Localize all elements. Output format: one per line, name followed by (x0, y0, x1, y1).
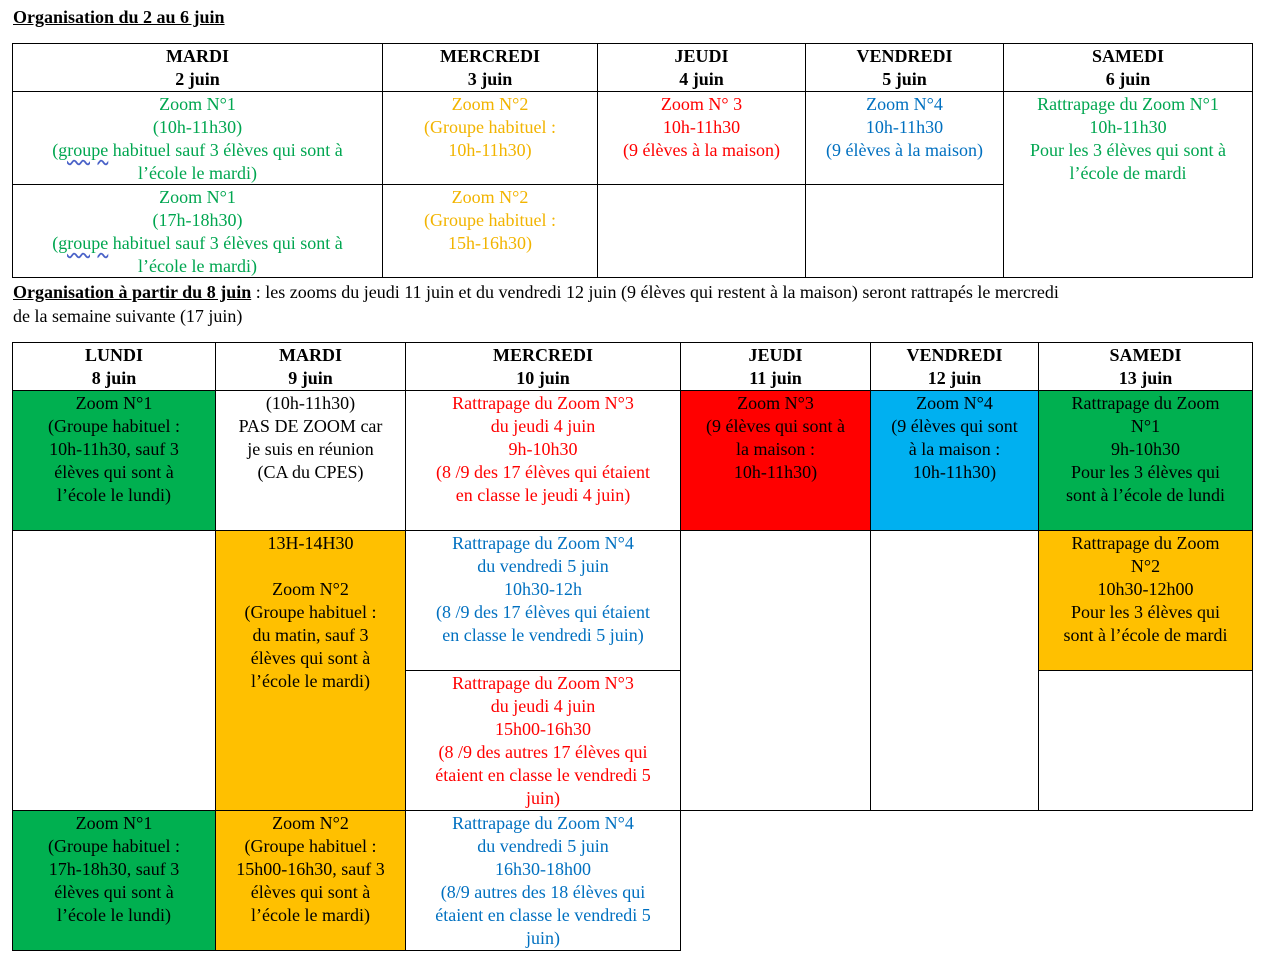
cell-line: (10h-11h30) (152, 117, 243, 137)
cell-mon8-zoom1-morning (12, 390, 216, 531)
header-date: 10 juin (516, 368, 570, 388)
cell-line: en classe le vendredi 5 juin) (442, 625, 644, 645)
cell-line: la maison : (736, 439, 815, 459)
cell-line: (Groupe habituel : (244, 602, 377, 622)
cell-line: (9 élèves à la maison) (826, 140, 983, 160)
cell-line: Zoom N° 3 (660, 94, 743, 114)
cell-line: l’école le mardi) (138, 256, 257, 276)
cell-line: du matin, sauf 3 (252, 625, 369, 645)
cell-line: l’école de mardi (1069, 163, 1187, 183)
cell-line: (8 /9 des 17 élèves qui étaient (436, 602, 650, 622)
spellcheck-word: groupe (58, 233, 109, 253)
cell-line: Rattrapage du Zoom (1071, 533, 1220, 553)
cell-wed3-zoom2-afternoon (382, 184, 598, 278)
cell-line: 10h30-12h (504, 579, 582, 599)
cell-wed3-zoom2-morning (382, 91, 598, 185)
cell-line: du jeudi 4 juin (490, 416, 596, 436)
header-day: SAMEDI (1091, 46, 1164, 66)
spellcheck-word: groupe (58, 140, 109, 160)
title-week2 (13, 281, 1059, 304)
cell-line: du vendredi 5 juin (477, 556, 609, 576)
cell-line: Pour les 3 élèves qui sont à (1030, 140, 1226, 160)
header-day: JEUDI (748, 345, 803, 365)
cell-fri12-zoom4 (870, 390, 1039, 531)
cell-line: 16h30-18h00 (495, 859, 591, 879)
cell-line: PAS DE ZOOM car (238, 416, 383, 436)
header-day: MERCREDI (439, 46, 540, 66)
cell-line: l’école le mardi) (251, 671, 370, 691)
cell-line: sont à l’école de mardi (1063, 625, 1228, 645)
cell-line: Zoom N°1 (159, 94, 236, 114)
cell-line: 13H-14H30 (267, 533, 354, 553)
cell-thu4-zoom3 (597, 91, 806, 185)
cell-line: Zoom N°4 (916, 393, 993, 413)
cell-line: élèves qui sont à (54, 462, 174, 482)
header-day: MERCREDI (492, 345, 593, 365)
cell-line: 10h-11h30) (448, 140, 532, 160)
cell-line: (Groupe habituel : (48, 836, 180, 856)
header-vendredi-12 (870, 342, 1039, 391)
cell-line: 10h-11h30) (733, 462, 818, 482)
cell-line: Rattrapage du Zoom (1071, 393, 1220, 413)
cell-line: Zoom N°3 (737, 393, 814, 413)
cell-line: juin) (526, 788, 560, 808)
cell-line: du jeudi 4 juin (490, 696, 596, 716)
header-date: 5 juin (882, 69, 927, 89)
header-vendredi-5 (805, 43, 1004, 92)
cell-line: Rattrapage du Zoom N°1 (1037, 94, 1219, 114)
header-day: MARDI (279, 345, 342, 365)
header-mardi-2 (12, 43, 383, 92)
cell-line: Zoom N°2 (451, 94, 529, 114)
cell-line: (8 /9 des 17 élèves qui étaient (436, 462, 650, 482)
cell-line: 15h00-16h30, sauf 3 (236, 859, 385, 879)
cell-line: 10h-11h30, sauf 3 (49, 439, 179, 459)
cell-line: du vendredi 5 juin (477, 836, 609, 856)
cell-line: Zoom N°2 (272, 813, 349, 833)
cell-line: (8 /9 des autres 17 élèves qui (438, 742, 648, 762)
header-date: 3 juin (467, 69, 513, 89)
header-samedi-13 (1038, 342, 1253, 391)
header-day: LUNDI (84, 345, 143, 365)
header-lundi-8 (12, 342, 216, 391)
header-jeudi-4 (597, 43, 806, 92)
cell-line: (17h-18h30) (152, 210, 243, 230)
cell-line: (groupe habituel sauf 3 élèves qui sont à (52, 233, 343, 253)
cell-thu11-zoom3 (680, 390, 871, 531)
title-week1: Organisation du 2 au 6 juin (13, 7, 225, 27)
cell-line: Zoom N°1 (159, 187, 236, 207)
header-jeudi-11 (680, 342, 871, 391)
cell-line: 9h-10h30 (1111, 439, 1180, 459)
cell-line-rest: habituel sauf 3 élèves qui sont à (108, 140, 343, 160)
cell-empty (870, 530, 1039, 811)
cell-line: 10h-11h30 (865, 117, 944, 137)
cell-line: (10h-11h30) (265, 393, 356, 413)
cell-line: sont à l’école de lundi (1066, 485, 1225, 505)
header-date: 4 juin (679, 69, 724, 89)
cell-line: l’école le mardi) (138, 163, 257, 183)
cell-line: 17h-18h30, sauf 3 (48, 859, 180, 879)
header-date: 9 juin (288, 368, 333, 388)
cell-line: (Groupe habituel : (424, 210, 556, 230)
cell-line: (8/9 autres des 18 élèves qui (440, 882, 646, 902)
cell-wed10-rattrapage-zoom4-evening (405, 810, 681, 951)
cell-line: N°2 (1130, 556, 1161, 576)
cell-tue9-zoom2-late (215, 810, 406, 951)
cell-line: Rattrapage du Zoom N°3 (452, 673, 634, 693)
cell-line: 10h-11h30 (662, 117, 741, 137)
cell-mon8-zoom1-evening (12, 810, 216, 951)
header-date: 6 juin (1105, 69, 1151, 89)
title-week2-line2: de la semaine suivante (17 juin) (13, 306, 243, 326)
cell-line: élèves qui sont à (54, 882, 174, 902)
cell-wed10-rattrapage-zoom3-afternoon (405, 670, 681, 811)
cell-sat13-rattrapage-zoom1 (1038, 390, 1253, 531)
cell-line: l’école le mardi) (251, 905, 370, 925)
cell-line: (Groupe habituel : (424, 117, 556, 137)
cell-line (216, 555, 405, 578)
cell-line: Zoom N°2 (451, 187, 529, 207)
cell-line: (9 élèves à la maison) (623, 140, 780, 160)
cell-line: élèves qui sont à (250, 648, 371, 668)
header-day: JEUDI (674, 46, 729, 66)
header-date: 8 juin (91, 368, 137, 388)
cell-line: Zoom N°4 (866, 94, 943, 114)
cell-line: Zoom N°1 (75, 813, 153, 833)
cell-line: (groupe habituel sauf 3 élèves qui sont à (52, 140, 343, 160)
header-samedi-6 (1003, 43, 1253, 92)
cell-line: Pour les 3 élèves qui (1071, 602, 1220, 622)
header-day: MARDI (166, 46, 229, 66)
header-date: 2 juin (175, 69, 220, 89)
cell-sat6-rattrapage-zoom1 (1003, 91, 1253, 278)
cell-sat13-rattrapage-zoom2 (1038, 530, 1253, 671)
cell-line: Rattrapage du Zoom N°4 (452, 813, 634, 833)
cell-line: à la maison : (908, 439, 1001, 459)
header-mercredi-3 (382, 43, 598, 92)
cell-line: (9 élèves qui sont (891, 416, 1018, 436)
header-day: VENDREDI (906, 345, 1003, 365)
cell-line: (CA du CPES) (257, 462, 364, 482)
cell-line: étaient en classe le vendredi 5 (435, 765, 651, 785)
cell-wed10-rattrapage-zoom3-morning (405, 390, 681, 531)
cell-wed10-rattrapage-zoom4-morning (405, 530, 681, 671)
cell-line: 10h30-12h00 (1097, 579, 1194, 599)
header-mercredi-10 (405, 342, 681, 391)
cell-line: (9 élèves qui sont à (706, 416, 845, 436)
title-week2-bold: Organisation à partir du 8 juin (13, 282, 252, 302)
header-day: VENDREDI (856, 46, 953, 66)
cell-empty (1038, 670, 1253, 811)
cell-line: Pour les 3 élèves qui (1071, 462, 1220, 482)
cell-empty (597, 184, 806, 278)
cell-line: 15h00-16h30 (495, 719, 591, 739)
cell-empty (805, 184, 1004, 278)
cell-line: élèves qui sont à (250, 882, 371, 902)
cell-line: 10h-11h30) (912, 462, 997, 482)
cell-line: je suis en réunion (247, 439, 374, 459)
cell-line: N°1 (1130, 416, 1161, 436)
cell-line: Zoom N°1 (75, 393, 153, 413)
header-date: 11 juin (749, 368, 802, 388)
title-week2-rest: : les zooms du jeudi 11 juin et du vendredi 12 juin (9 élèves qui restent à la maison) seront rattrapés le mercredi (251, 282, 1059, 302)
cell-line-rest: habituel sauf 3 élèves qui sont à (108, 233, 343, 253)
cell-line: Rattrapage du Zoom N°3 (452, 393, 634, 413)
header-date: 12 juin (927, 368, 982, 388)
header-day: SAMEDI (1109, 345, 1182, 365)
cell-line: 15h-16h30) (448, 233, 532, 253)
cell-empty (12, 530, 216, 811)
cell-tue9-zoom2-afternoon (215, 530, 406, 811)
cell-line: 9h-10h30 (508, 439, 578, 459)
header-date: 13 juin (1118, 368, 1173, 388)
cell-line: (Groupe habituel : (48, 416, 180, 436)
cell-line: Zoom N°2 (272, 579, 349, 599)
header-mardi-9 (215, 342, 406, 391)
cell-line: Rattrapage du Zoom N°4 (452, 533, 634, 553)
cell-empty (680, 530, 871, 811)
cell-line: l’école le lundi) (57, 905, 171, 925)
cell-line: 10h-11h30 (1089, 117, 1167, 137)
cell-tue2-zoom1-evening (12, 184, 383, 278)
cell-line: étaient en classe le vendredi 5 (435, 905, 651, 925)
cell-tue9-no-zoom (215, 390, 406, 531)
cell-line: en classe le jeudi 4 juin) (455, 485, 631, 505)
cell-fri5-zoom4 (805, 91, 1004, 185)
cell-line: (Groupe habituel : (244, 836, 377, 856)
cell-line: juin) (526, 928, 560, 948)
cell-line: l’école le lundi) (57, 485, 171, 505)
cell-tue2-zoom1-morning (12, 91, 383, 185)
